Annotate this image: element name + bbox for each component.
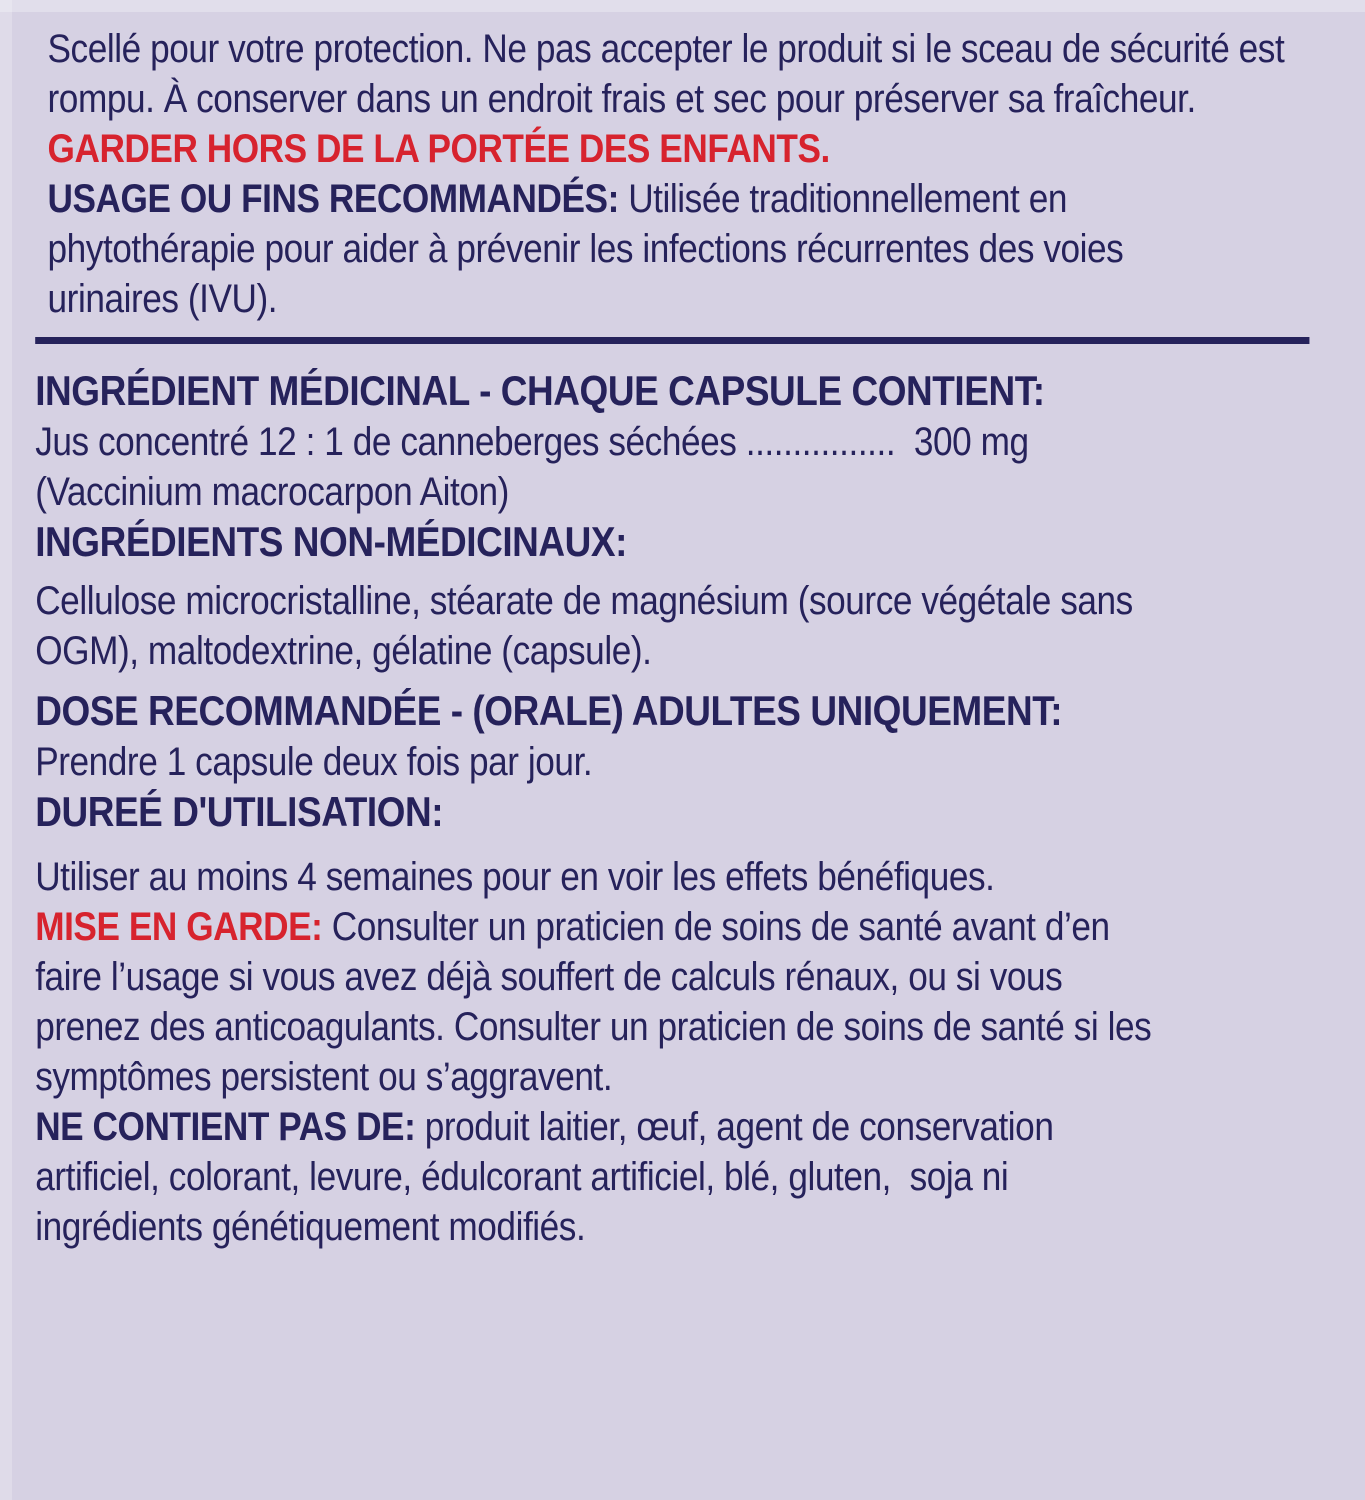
line-free-from-2-text: artificiel, colorant, levure, édulcorant artificiel, blé, gluten, soja ni (35, 1155, 1009, 1199)
top-block (35, 24, 1365, 324)
line-caution-2 (35, 952, 1365, 1002)
section-non-medicinal-ingredients (35, 517, 1365, 676)
line-non-med-1-text: Cellulose microcristalline, stéarate de magnésium (source végétale sans (35, 579, 1133, 623)
line-med-ingredient-value (35, 417, 1365, 467)
line-caution-4-text: symptômes persistent ou s’aggravent. (35, 1055, 613, 1099)
line-non-med-1 (35, 576, 1365, 626)
line-keep-away (48, 124, 1365, 174)
line-usage-2-text: phytothérapie pour aider à prévenir les infections récurrentes des voies (47, 227, 1124, 271)
line-dose-heading (35, 686, 1365, 737)
line-usage-1-text: Utilisée traditionnellement en (628, 177, 1067, 221)
section-seal-storage (48, 24, 1365, 124)
line-med-ingredient-heading (35, 366, 1365, 417)
line-dose-heading-text: DOSE RECOMMANDÉE - (ORALE) ADULTES UNIQUEMENT: (35, 687, 1063, 734)
line-non-med-heading (35, 517, 1365, 568)
bottom-block (35, 366, 1365, 1252)
line-duration-value-text: Utiliser au moins 4 semaines pour en voir les effets bénéfiques. (35, 855, 995, 899)
line-seal-2-text: rompu. À conserver dans un endroit frais et sec pour préserver sa fraîcheur. (47, 77, 1196, 121)
line-duration-heading (35, 787, 1365, 838)
line-usage-2 (48, 224, 1365, 274)
section-recommended-dose (35, 686, 1365, 787)
line-dose-value (35, 737, 1365, 787)
line-usage-3-text: urinaires (IVU). (47, 277, 278, 321)
line-caution-1-text: Consulter un praticien de soins de santé avant d’en (331, 905, 1110, 949)
line-caution-1-text: MISE EN GARDE: (35, 905, 332, 949)
line-free-from-1-text: NE CONTIENT PAS DE: (35, 1105, 425, 1149)
line-keep-away-text: GARDER HORS DE LA PORTÉE DES ENFANTS. (47, 127, 830, 171)
line-med-ingredient-latin-text: (Vaccinium macrocarpon Aiton) (35, 470, 509, 514)
line-usage-3 (48, 274, 1365, 324)
line-seal-2 (48, 74, 1365, 124)
line-free-from-1 (35, 1102, 1365, 1152)
line-non-med-2 (35, 626, 1365, 676)
line-seal-1-text: Scellé pour votre protection. Ne pas accepter le produit si le sceau de sécurité est (47, 27, 1285, 71)
line-free-from-3 (35, 1202, 1365, 1252)
line-duration-value (35, 852, 1365, 902)
line-free-from-1-text: produit laitier, œuf, agent de conservation (424, 1105, 1054, 1149)
section-divider-rule (35, 337, 1309, 344)
section-duration-of-use (35, 787, 1365, 902)
line-med-ingredient-value-text: Jus concentré 12 : 1 de canneberges séchées ................ 300 mg (35, 420, 1029, 464)
section-medicinal-ingredient (35, 366, 1365, 517)
section-recommended-use (48, 174, 1365, 324)
line-free-from-3-text: ingrédients génétiquement modifiés. (35, 1205, 586, 1249)
line-med-ingredient-latin (35, 467, 1365, 517)
line-dose-value-text: Prendre 1 capsule deux fois par jour. (35, 740, 593, 784)
section-keep-away-warning (48, 124, 1365, 174)
line-free-from-2 (35, 1152, 1365, 1202)
line-caution-3-text: prenez des anticoagulants. Consulter un praticien de soins de santé si les (35, 1005, 1152, 1049)
section-does-not-contain (35, 1102, 1365, 1252)
line-med-ingredient-heading-text: INGRÉDIENT MÉDICINAL - CHAQUE CAPSULE CONTIENT: (35, 367, 1045, 414)
line-non-med-2-text: OGM), maltodextrine, gélatine (capsule). (35, 629, 652, 673)
line-seal-1 (48, 24, 1365, 74)
line-non-med-heading-text: INGRÉDIENTS NON-MÉDICINAUX: (35, 518, 628, 565)
line-duration-heading-text: DUREÉ D'UTILISATION: (35, 788, 444, 835)
line-caution-4 (35, 1052, 1365, 1102)
section-caution (35, 902, 1365, 1102)
line-usage-1 (48, 174, 1365, 224)
line-caution-2-text: faire l’usage si vous avez déjà souffert de calculs rénaux, ou si vous (35, 955, 1063, 999)
line-caution-3 (35, 1002, 1365, 1052)
line-usage-1-text: USAGE OU FINS RECOMMANDÉS: (47, 177, 629, 221)
line-caution-1 (35, 902, 1365, 952)
